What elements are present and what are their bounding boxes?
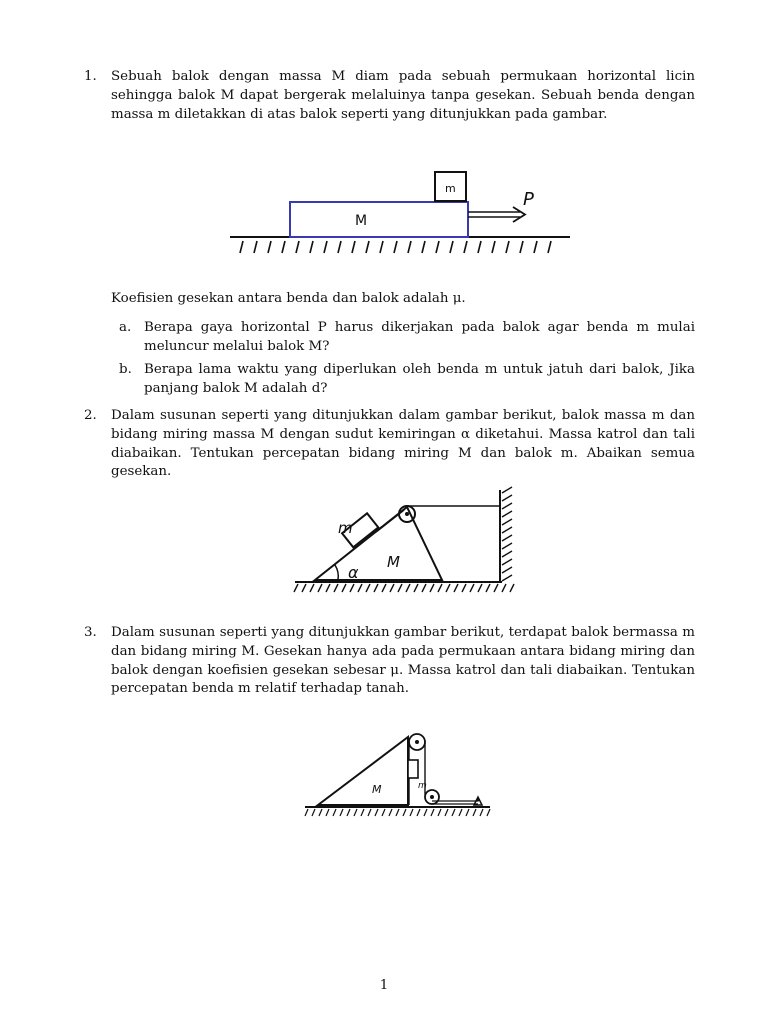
- problem-1-number: 1.: [84, 69, 97, 84]
- block-M-label: M: [355, 213, 368, 229]
- problem-3-number: 3.: [84, 625, 97, 640]
- figure-3: [300, 725, 500, 825]
- ground-hatching: [294, 584, 514, 592]
- subitem-b-text: Berapa lama waktu yang diperlukan oleh benda m untuk jatuh dari balok, Jika panjang balok M adalah d?: [144, 362, 695, 396]
- problem-1-text: Sebuah balok dengan massa M diam pada sebuah permukaan horizontal licin sehingga balok M dapat bergerak melaluinya tanpa gesekan. Sebuah benda dengan massa m diletakkan di atas balok seperti yang ditunjukkan pada gambar.: [111, 69, 695, 122]
- problem-3-text: Dalam susunan seperti yang ditunjukkan gambar berikut, terdapat balok bermassa m dan bidang miring M. Gesekan hanya ada pada permukaan antara bidang miring dan balok dengan koefisien gesekan sebesar μ. Massa katrol dan tali diabaikan. Tentukan percepatan benda m relatif terhadap tanah.: [111, 625, 695, 697]
- incline-M: [315, 507, 442, 580]
- block-M: [290, 202, 468, 237]
- block-m: [408, 760, 418, 778]
- friction-statement: Koefisien gesekan antara benda dan balok adalah μ.: [111, 291, 466, 306]
- figure-1: [225, 165, 585, 260]
- problem-2-number: 2.: [84, 408, 97, 423]
- incline-M: [318, 737, 408, 805]
- page-number: 1: [379, 978, 389, 993]
- force-label: P: [523, 189, 534, 210]
- block-m-label: m: [418, 781, 427, 791]
- wall-hatching: [502, 487, 512, 581]
- subitem-a-text: Berapa gaya horizontal P harus dikerjakan pada balok agar benda m mulai meluncur melalui balok M?: [144, 320, 695, 354]
- subitem-a-label: a.: [119, 320, 132, 335]
- incline-M-label: M: [387, 553, 400, 571]
- incline-M-label: M: [372, 783, 382, 796]
- problem-2-text: Dalam susunan seperti yang ditunjukkan dalam gambar berikut, balok massa m dan bidang miring massa M dengan sudut kemiringan α diketahui. Massa katrol dan tali diabaikan. Tentukan percepatan bidang miring M dan balok m. Abaikan semua gesekan.: [111, 408, 695, 480]
- block-m-label: m: [338, 519, 353, 537]
- ground-hatching: [240, 241, 551, 253]
- subitem-b-label: b.: [119, 362, 132, 377]
- figure-2: [290, 485, 520, 600]
- angle-label: α: [348, 563, 359, 582]
- block-m-label: m: [445, 182, 456, 195]
- angle-arc: [335, 565, 338, 580]
- ground-hatching: [305, 809, 490, 816]
